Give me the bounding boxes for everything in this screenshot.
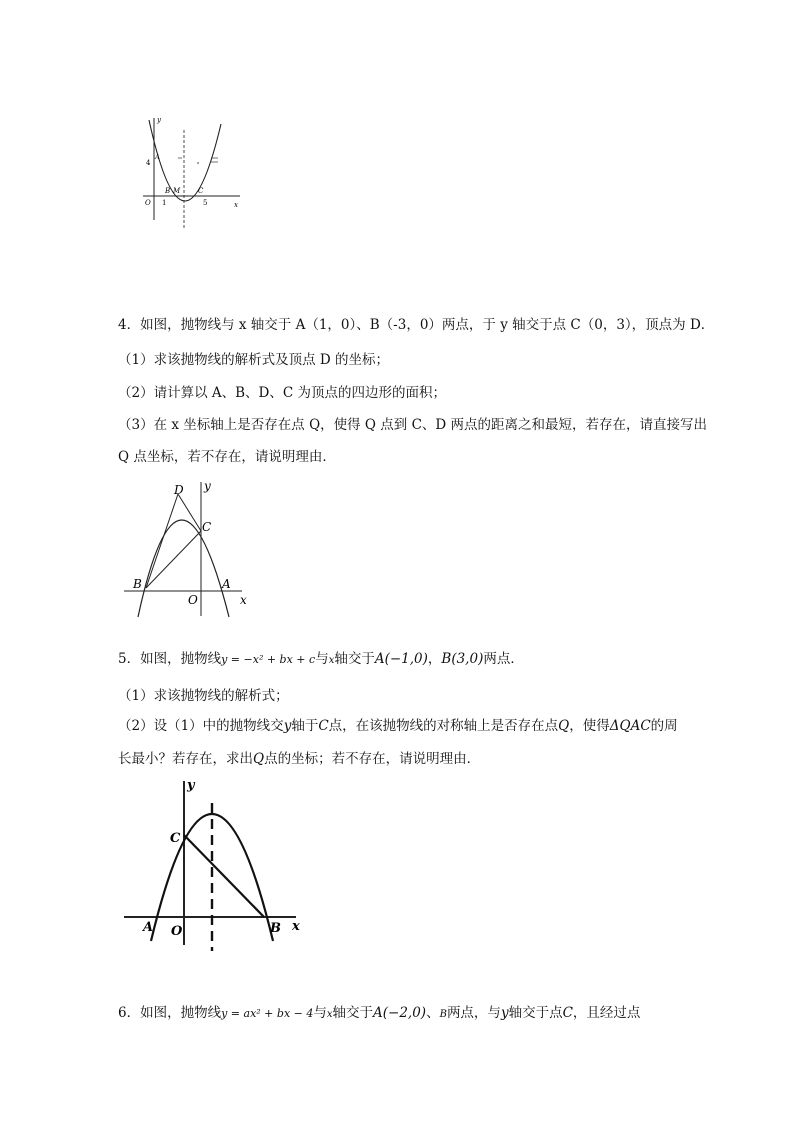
segment-bc — [146, 531, 201, 588]
q5-p2-b: 轴于 — [291, 718, 319, 734]
q6-stem-mid2: 轴交于 — [332, 1005, 373, 1021]
q5-axis-x: x — [328, 655, 335, 666]
q5-stem-mid2: 轴交于 — [334, 651, 375, 667]
q6-point-c: C — [562, 1005, 573, 1021]
label-x: x — [234, 201, 238, 209]
label-a: A — [222, 577, 231, 591]
q5-p2-tri: ΔQAC — [609, 718, 651, 734]
q5-comma: ， — [427, 651, 442, 667]
parabola-curve — [149, 120, 221, 201]
q6-point-a: A(−2,0) — [373, 1005, 427, 1021]
dot — [197, 162, 199, 164]
q5-point-b: B(3,0) — [441, 651, 484, 667]
label-a: A — [155, 153, 160, 161]
q6-stem — [118, 1003, 718, 1025]
q5-point-a: A(−1,0) — [374, 651, 428, 667]
q6-stem-prefix: 6．如图，抛物线 — [118, 1005, 222, 1021]
segment-dc — [178, 494, 201, 531]
q6-formula: y = ax² + bx − 4 — [221, 1007, 314, 1020]
label-y: y — [157, 116, 161, 124]
q6-sep: 、 — [426, 1005, 440, 1021]
q5-stem-end: 两点． — [483, 651, 524, 667]
q5-p2-e: 的周 — [650, 718, 678, 734]
label-m: M — [173, 187, 181, 195]
label-c: C — [170, 831, 181, 846]
label-x: x — [292, 919, 300, 934]
label-b: B — [133, 577, 142, 591]
q6-axis-y: y — [500, 1005, 509, 1021]
label-a: A — [143, 920, 154, 935]
label-x: x — [240, 593, 247, 607]
q4-part1: （1）求该抛物线的解析式及顶点 D 的坐标； — [118, 352, 389, 368]
q6-stem-mid4: 轴交于点 — [508, 1005, 563, 1021]
q5-p2-l2b: 点的坐标；若不存在，请说明理由． — [264, 751, 481, 767]
label-d: D — [174, 483, 184, 497]
q5-stem-mid: 与 — [315, 651, 329, 667]
q5-part1: （1）求该抛物线的解析式； — [118, 688, 289, 704]
q5-part2-line1 — [118, 716, 718, 736]
segment-cb — [184, 835, 264, 917]
segment-bd — [146, 494, 178, 588]
q5-stem — [118, 649, 718, 671]
q6-stem-end: ，且经过点 — [572, 1005, 641, 1021]
q5-p2-y: y — [283, 718, 292, 734]
q5-formula: y = −x² + bx + c — [221, 653, 316, 666]
q5-p2-c: 点，在该抛物线的对称轴上是否存在点 — [328, 718, 559, 734]
figure-1-parabola — [135, 110, 250, 235]
q5-p2-a: （2）设（1）中的抛物线交 — [118, 718, 284, 734]
q6-point-b: B — [439, 1009, 447, 1020]
q6-stem-mid: 与 — [313, 1005, 327, 1021]
q5-stem-prefix: 5．如图，抛物线 — [118, 651, 222, 667]
q5-p2-Q: Q — [558, 718, 570, 734]
parabola-curve — [138, 520, 229, 617]
label-o: O — [171, 924, 183, 939]
label-5: 5 — [203, 199, 208, 207]
q6-axis-x: x — [326, 1009, 333, 1020]
label-c: C — [202, 520, 212, 534]
figure-q4 — [118, 478, 258, 618]
label-4: 4 — [146, 159, 151, 167]
q4-stem: 4．如图，抛物线与 x 轴交于 A（1，0）、B（-3，0）两点，于 y 轴交于点 C（0，3），顶点为 D． — [118, 317, 715, 333]
label-b: B — [270, 921, 281, 936]
figure-q5 — [118, 775, 308, 955]
q4-part2: （2）请计算以 A、B、D、C 为顶点的四边形的面积； — [118, 385, 446, 401]
q5-part2-line2 — [118, 749, 718, 769]
label-o: O — [188, 593, 198, 607]
label-origin: O — [145, 199, 151, 207]
q4-part3-line1: （3）在 x 坐标轴上是否存在点 Q，使得 Q 点到 C、D 两点的距离之和最短，若存在，请直接写出 — [118, 417, 708, 433]
q5-p2-C: C — [318, 718, 329, 734]
label-1: 1 — [162, 199, 167, 207]
label-y: y — [187, 778, 195, 793]
label-b: B — [165, 187, 171, 195]
label-y: y — [204, 479, 211, 493]
q5-p2-d: ，使得 — [569, 718, 610, 734]
label-c: C — [198, 187, 204, 195]
q5-p2-l2-Q: Q — [253, 751, 265, 767]
q5-p2-l2a: 长最小？若存在，求出 — [118, 751, 253, 767]
q4-part3-line2: Q 点坐标，若不存在，请说明理由． — [118, 449, 336, 465]
q6-stem-mid3: 两点，与 — [446, 1005, 501, 1021]
